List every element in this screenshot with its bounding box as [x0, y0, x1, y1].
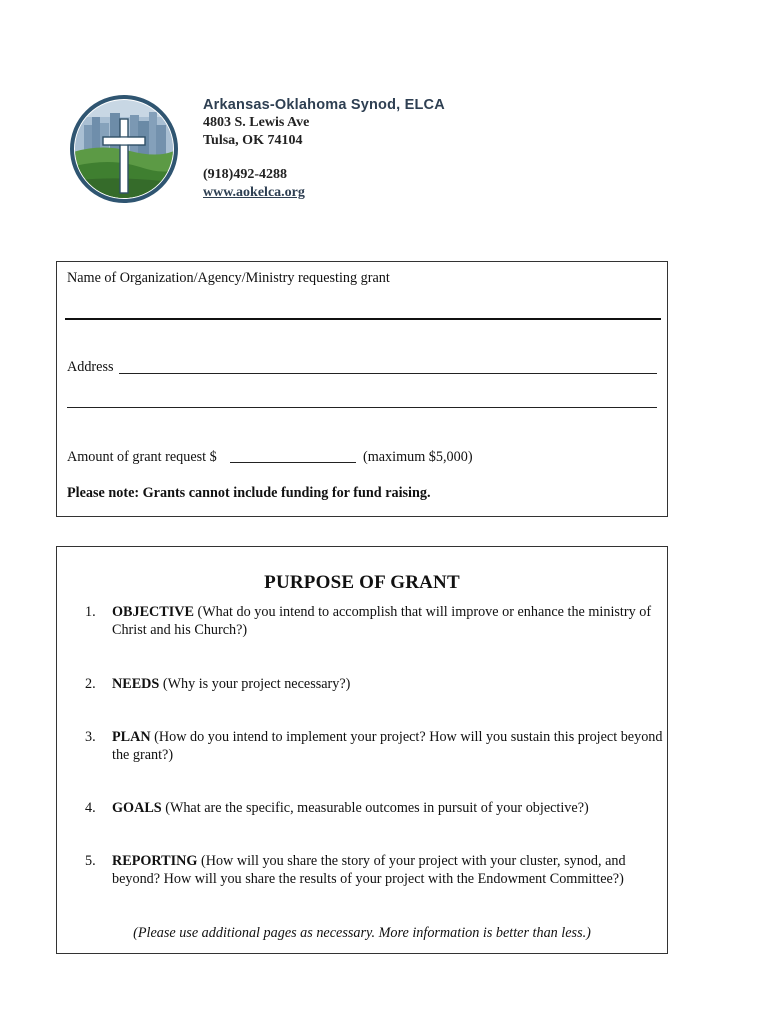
amount-maximum: (maximum $5,000)	[363, 449, 473, 465]
item-label-needs: NEEDS	[112, 676, 160, 692]
amount-label: Amount of grant request $	[67, 449, 217, 465]
purpose-box	[56, 546, 668, 954]
list-item: 1. OBJECTIVE (What do you intend to accomplish that will improve or enhance the ministry of Christ and his Church?)	[85, 604, 652, 638]
item-label-objective: OBJECTIVE	[112, 604, 194, 620]
list-item: 2. NEEDS (Why is your project necessary?)	[85, 676, 351, 692]
item-label-plan: PLAN	[112, 729, 151, 745]
address-field-line-1[interactable]	[119, 373, 657, 374]
item-label-goals: GOALS	[112, 800, 162, 816]
application-box	[56, 261, 668, 517]
amount-field[interactable]	[230, 462, 356, 463]
item-label-reporting: REPORTING	[112, 853, 198, 869]
address-label: Address	[67, 359, 114, 375]
list-item: 4. GOALS (What are the specific, measurable outcomes in pursuit of your objective?)	[85, 800, 589, 816]
street-address: 4803 S. Lewis Ave	[203, 115, 310, 130]
phone-number: (918)492-4288	[203, 167, 287, 182]
additional-pages-note: (Please use additional pages as necessary. More information is better than less.)	[133, 925, 591, 941]
address-field-line-2[interactable]	[67, 407, 657, 408]
purpose-title: PURPOSE OF GRANT	[264, 572, 460, 593]
website-link[interactable]: www.aokelca.org	[203, 185, 305, 200]
fundraising-note: Please note: Grants cannot include funding for fund raising.	[67, 485, 431, 501]
list-item: 5. REPORTING (How will you share the story of your project with your cluster, synod, and beyond? How will you share the results of your project with the Endowment Committee?)	[85, 853, 626, 887]
letterhead	[203, 96, 445, 202]
list-item: 3. PLAN (How do you intend to implement your project? How will you sustain this project beyond the grant?)	[85, 729, 663, 763]
org-name-field[interactable]	[65, 318, 661, 320]
org-name-label: Name of Organization/Agency/Ministry requesting grant	[67, 270, 390, 286]
city-state-zip: Tulsa, OK 74104	[203, 133, 303, 148]
synod-logo	[70, 95, 178, 203]
org-name: Arkansas-Oklahoma Synod, ELCA	[203, 97, 445, 113]
